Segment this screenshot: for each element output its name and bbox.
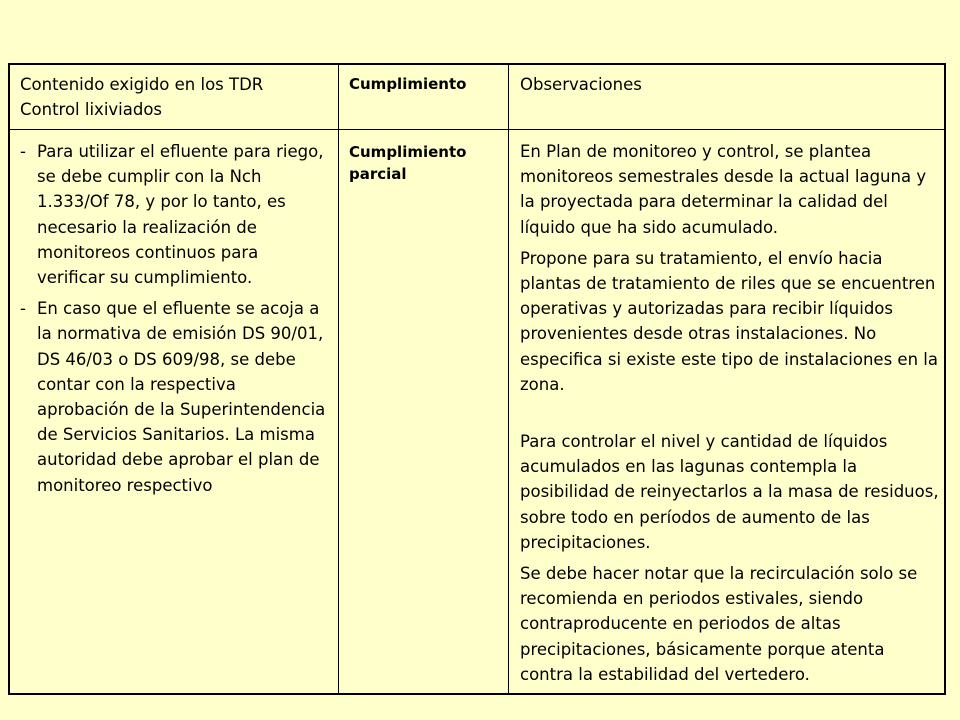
- observation-paragraph: Propone para su tratamiento, el envío hacia plantas de tratamiento de riles que se encuentren operativas y autorizadas para recibir líquidos provenientes desde otras instalaciones. No especifica si existe este tipo de instalaciones en la zona.: [520, 248, 938, 394]
- observations-cell: [520, 139, 940, 687]
- header-requirements: [20, 72, 330, 122]
- observation-paragraph: Se debe hacer notar que la recirculación solo se recomienda en periodos estivales, siendo contraproducente en periodos de altas precipitaciones, básicamente porque atenta contra la estabilidad del vertedero.: [520, 564, 918, 684]
- header-requirements-subtitle: Control lixiviados: [20, 100, 163, 119]
- requirement-text: En caso que el efluente se acoja a la normativa de emisión DS 90/01, DS 46/03 o DS 609/98, se debe contar con la respectiva aprobación de la Superintendencia de Servicios Sanitarios. La misma autoridad debe aprobar el plan de monitoreo respectivo: [37, 299, 326, 495]
- requirement-text: Para utilizar el efluente para riego, se debe cumplir con la Nch 1.333/Of 78, y por lo tanto, es necesario la realización de monitoreos continuos para verificar su cumplimiento.: [37, 142, 324, 288]
- header-compliance: [349, 72, 499, 97]
- observation-paragraph: Para controlar el nivel y cantidad de líquidos acumulados en las lagunas contempla la posibilidad de reinyectarlos a la masa de residuos, sobre todo en períodos de aumento de las precipitaciones.: [520, 432, 939, 552]
- dash-bullet: -: [20, 142, 26, 161]
- compliance-cell: [349, 141, 501, 185]
- requirement-item: [20, 296, 330, 498]
- header-compliance-label: Cumplimiento: [349, 75, 467, 93]
- dash-bullet: -: [20, 299, 26, 319]
- compliance-table: [8, 63, 946, 695]
- header-observations: [520, 72, 940, 97]
- header-observations-label: Observaciones: [520, 75, 642, 94]
- observation-paragraph: En Plan de monitoreo y control, se plantea monitoreos semestrales desde la actual laguna y la proyectada para determinar la calidad del líquido que ha sido acumulado.: [520, 142, 927, 237]
- requirement-item: [20, 139, 330, 290]
- header-divider: [10, 129, 944, 130]
- requirements-cell: [20, 139, 330, 498]
- header-requirements-title: Contenido exigido en los TDR: [20, 75, 264, 94]
- column-divider: [508, 65, 509, 693]
- compliance-status: Cumplimiento parcial: [349, 143, 467, 183]
- column-divider: [338, 65, 339, 693]
